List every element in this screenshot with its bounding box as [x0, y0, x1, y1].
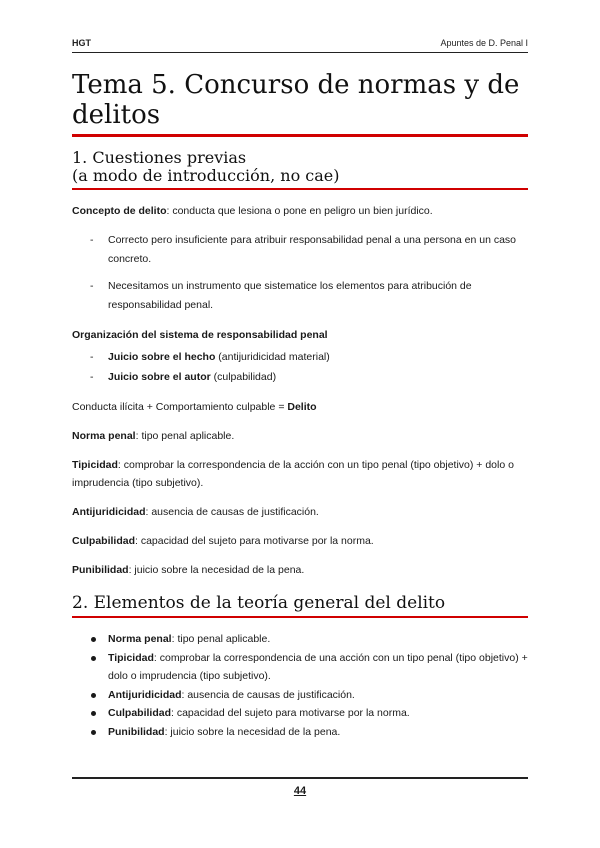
definition-paragraph: Tipicidad: comprobar la correspondencia de la acción con un tipo penal (tipo objetivo) + dolo o imprudencia (tipo subjetivo).: [72, 459, 514, 489]
list-item: - Juicio sobre el autor (culpabilidad): [90, 371, 277, 383]
definition-paragraph: Antijuridicidad: ausencia de causas de justificación.: [72, 506, 319, 518]
concepto-text: : conducta que lesiona o pone en peligro un bien jurídico.: [166, 205, 433, 217]
page-content: [72, 70, 528, 741]
bullet-icon: [91, 711, 96, 716]
header-author: HGT: [72, 38, 91, 48]
bullet-icon: [91, 693, 96, 698]
section-1-heading: [72, 149, 528, 188]
header-course: Apuntes de D. Penal I: [440, 38, 528, 48]
definition-paragraph: Punibilidad: juicio sobre la necesidad de la pena.: [72, 564, 305, 576]
list-item: - Necesitamos un instrumento que sistematice los elementos para atribución de responsabilidad penal.: [90, 280, 472, 311]
elementos-list: [72, 630, 528, 741]
section-2-heading: 2. Elementos de la teoría general del delito: [72, 593, 446, 613]
page-number: 44: [293, 785, 307, 797]
list-item: Culpabilidad: capacidad del sujeto para motivarse por la norma.: [72, 704, 528, 723]
formula-result: Delito: [287, 401, 317, 413]
section-2-underline: [72, 616, 528, 618]
concepto-label: Concepto de delito: [72, 205, 167, 217]
list-item: - Correcto pero insuficiente para atribuir responsabilidad penal a una persona en un caso concreto.: [90, 234, 517, 265]
section-1-heading-line2: (a modo de introducción, no cae): [72, 166, 340, 185]
formula-paragraph: [72, 398, 528, 416]
definition-paragraph: Norma penal: tipo penal aplicable.: [72, 430, 235, 442]
bullet-icon: [91, 730, 96, 735]
list-item: Tipicidad: comprobar la correspondencia de una acción con un tipo penal (tipo objetivo) + dolo o imprudencia (tipo subjetivo).: [72, 649, 528, 686]
page-header: [72, 38, 528, 48]
list-item: Norma penal: tipo penal aplicable.: [72, 630, 528, 649]
page-title: Tema 5. Concurso de normas y de delitos: [72, 70, 520, 130]
concepto-paragraph: [72, 202, 528, 220]
organizacion-heading: Organización del sistema de responsabilidad penal: [72, 329, 328, 341]
juicios-list: [72, 347, 528, 387]
definition-paragraph: Culpabilidad: capacidad del sujeto para motivarse por la norma.: [72, 535, 374, 547]
section-1-heading-line1: 1. Cuestiones previas: [72, 148, 247, 167]
concepto-dash-list: [72, 231, 528, 315]
bullet-icon: [91, 656, 96, 661]
list-item: Punibilidad: juicio sobre la necesidad de la pena.: [72, 723, 528, 742]
bullet-icon: [91, 637, 96, 642]
list-item: - Juicio sobre el hecho (antijuridicidad material): [90, 351, 330, 363]
list-item: Antijuridicidad: ausencia de causas de justificación.: [72, 686, 528, 705]
footer-divider: [72, 777, 528, 779]
title-underline: [72, 134, 528, 137]
section-1-underline: [72, 188, 528, 190]
header-divider: [72, 52, 528, 53]
formula-text: Conducta ilícita + Comportamiento culpable =: [72, 401, 288, 413]
